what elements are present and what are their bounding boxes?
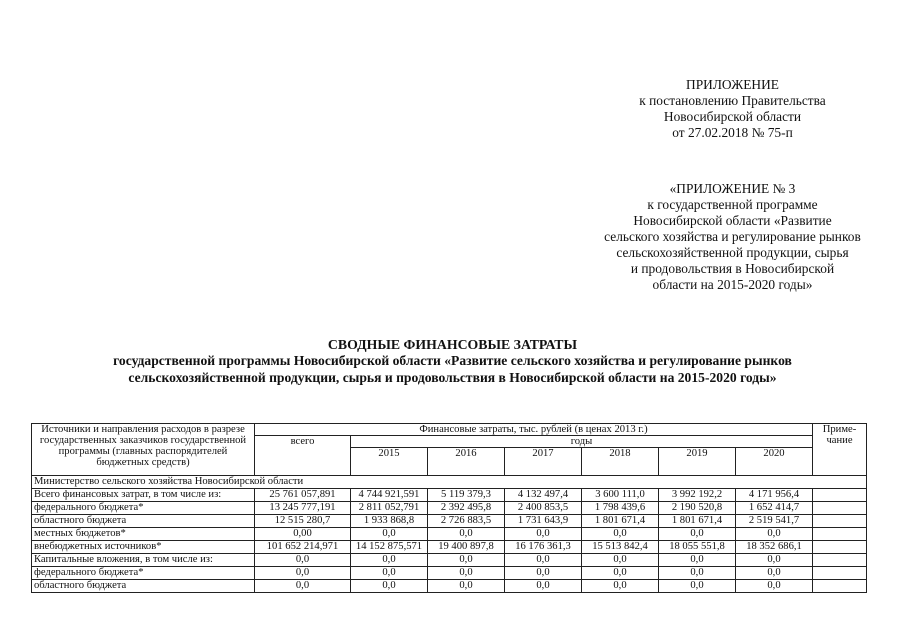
row-value: 2 726 883,5: [428, 515, 505, 528]
row-value: 2 392 495,8: [428, 502, 505, 515]
row-note: [813, 580, 867, 593]
row-value: 0,0: [351, 580, 428, 593]
row-note: [813, 502, 867, 515]
row-value: 0,00: [255, 528, 351, 541]
row-value: 0,0: [255, 567, 351, 580]
appendix-3-line: «ПРИЛОЖЕНИЕ № 3: [669, 181, 796, 196]
row-value: 0,0: [351, 567, 428, 580]
appendix-header-line: к постановлению Правительства: [639, 93, 826, 108]
row-value: 1 801 671,4: [582, 515, 659, 528]
page-subtitle: [0, 352, 905, 386]
header-years: годы: [351, 436, 813, 448]
appendix-header: [560, 77, 905, 141]
table-row: [32, 567, 867, 580]
row-label: Капитальные вложения, в том числе из:: [32, 554, 255, 567]
row-value: 0,0: [351, 554, 428, 567]
row-value: 0,0: [582, 528, 659, 541]
row-value: 1 933 868,8: [351, 515, 428, 528]
row-value: 3 600 111,0: [582, 489, 659, 502]
row-value: 0,0: [659, 554, 736, 567]
row-value: 0,0: [255, 554, 351, 567]
row-note: [813, 554, 867, 567]
row-value: 2 811 052,791: [351, 502, 428, 515]
row-value: 25 761 057,891: [255, 489, 351, 502]
subtitle-line: государственной программы Новосибирской области «Развитие сельского хозяйства и регулирование рынков: [113, 353, 792, 368]
header-year: 2018: [582, 448, 659, 476]
row-note: [813, 515, 867, 528]
row-label: местных бюджетов*: [32, 528, 255, 541]
header-total: всего: [255, 436, 351, 476]
table-row: [32, 541, 867, 554]
row-value: 0,0: [255, 580, 351, 593]
appendix-3-line: сельского хозяйства и регулирование рынков: [604, 229, 861, 244]
row-value: 0,0: [428, 580, 505, 593]
row-value: 0,0: [736, 528, 813, 541]
header-year: 2016: [428, 448, 505, 476]
row-label: федерального бюджета*: [32, 502, 255, 515]
appendix-header-line: Новосибирской области: [663, 109, 802, 124]
row-label: внебюджетных источников*: [32, 541, 255, 554]
row-value: 1 801 671,4: [659, 515, 736, 528]
table-row: [32, 515, 867, 528]
row-value: 0,0: [659, 580, 736, 593]
row-value: 0,0: [428, 567, 505, 580]
appendix-3-header: [560, 181, 905, 293]
row-value: 0,0: [736, 554, 813, 567]
header-year: 2017: [505, 448, 582, 476]
row-value: 0,0: [505, 580, 582, 593]
row-value: 18 352 686,1: [736, 541, 813, 554]
row-value: 0,0: [428, 554, 505, 567]
row-value: 4 171 956,4: [736, 489, 813, 502]
row-value: 0,0: [659, 528, 736, 541]
row-value: 12 515 280,7: [255, 515, 351, 528]
table-row: [32, 489, 867, 502]
table-row: [32, 528, 867, 541]
row-label: областного бюджета: [32, 515, 255, 528]
header-year: 2020: [736, 448, 813, 476]
row-value: 19 400 897,8: [428, 541, 505, 554]
header-year: 2019: [659, 448, 736, 476]
row-value: 0,0: [582, 554, 659, 567]
row-value: 16 176 361,3: [505, 541, 582, 554]
row-value: 0,0: [736, 567, 813, 580]
row-value: 3 992 192,2: [659, 489, 736, 502]
table-body: [32, 489, 867, 593]
row-value: 15 513 842,4: [582, 541, 659, 554]
row-value: 14 152 875,571: [351, 541, 428, 554]
row-note: [813, 541, 867, 554]
row-value: 0,0: [736, 580, 813, 593]
row-label: федерального бюджета*: [32, 567, 255, 580]
row-value: 1 798 439,6: [582, 502, 659, 515]
row-value: 0,0: [659, 567, 736, 580]
header-sources: Источники и направления расходов в разрезе государственных заказчиков государственной программы (главных распорядителей бюджетных средств): [32, 424, 255, 476]
row-value: 2 519 541,7: [736, 515, 813, 528]
appendix-header-line: от 27.02.2018 № 75-п: [672, 125, 793, 140]
row-value: 0,0: [505, 567, 582, 580]
appendix-3-line: к государственной программе: [647, 197, 818, 212]
table-row: [32, 554, 867, 567]
row-value: 0,0: [582, 580, 659, 593]
row-value: 1 731 643,9: [505, 515, 582, 528]
row-value: 2 400 853,5: [505, 502, 582, 515]
appendix-3-line: Новосибирской области «Развитие: [633, 213, 832, 228]
row-note: [813, 567, 867, 580]
appendix-header-line: ПРИЛОЖЕНИЕ: [686, 77, 779, 92]
table-row: [32, 502, 867, 515]
row-value: 0,0: [505, 554, 582, 567]
financial-costs-table: [31, 423, 867, 593]
row-value: 5 119 379,3: [428, 489, 505, 502]
row-note: [813, 489, 867, 502]
row-value: 0,0: [505, 528, 582, 541]
row-value: 1 652 414,7: [736, 502, 813, 515]
row-value: 18 055 551,8: [659, 541, 736, 554]
row-value: 2 190 520,8: [659, 502, 736, 515]
appendix-3-line: области на 2015-2020 годы»: [652, 277, 813, 292]
row-value: 101 652 214,971: [255, 541, 351, 554]
row-note: [813, 528, 867, 541]
header-year: 2015: [351, 448, 428, 476]
row-value: 0,0: [582, 567, 659, 580]
row-label: областного бюджета: [32, 580, 255, 593]
appendix-3-line: сельскохозяйственной продукции, сырья: [616, 245, 849, 260]
subtitle-line: сельскохозяйственной продукции, сырья и продовольствия в Новосибирской области на 2015-2020 годы»: [128, 370, 777, 385]
page-title: СВОДНЫЕ ФИНАНСОВЫЕ ЗАТРАТЫ: [327, 337, 578, 352]
table-row: [32, 580, 867, 593]
row-value: 13 245 777,191: [255, 502, 351, 515]
row-value: 0,0: [428, 528, 505, 541]
row-label: Всего финансовых затрат, в том числе из:: [32, 489, 255, 502]
section-ministry: Министерство сельского хозяйства Новосибирской области: [32, 476, 867, 489]
header-costs: Финансовые затраты, тыс. рублей (в ценах 2013 г.): [255, 424, 813, 436]
row-value: 4 132 497,4: [505, 489, 582, 502]
row-value: 0,0: [351, 528, 428, 541]
row-value: 4 744 921,591: [351, 489, 428, 502]
appendix-3-line: и продовольствия в Новосибирской: [630, 261, 835, 276]
header-note: Приме-чание: [813, 424, 867, 476]
